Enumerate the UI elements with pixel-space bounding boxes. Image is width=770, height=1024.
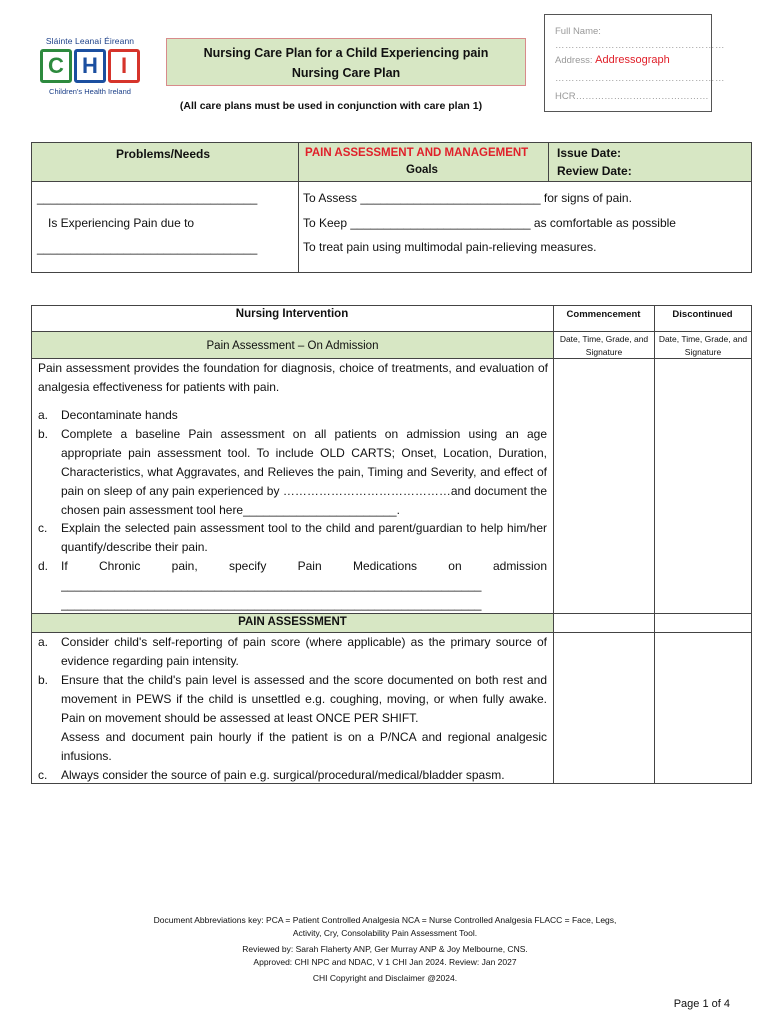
item1-b-marker: b.	[38, 427, 49, 441]
commencement-header: Commencement	[566, 309, 641, 320]
address-value: Addressograph	[595, 54, 670, 66]
logo-english-name: Children's Health Ireland	[49, 87, 131, 96]
problems-goals-table	[31, 142, 752, 273]
discontinued-signature-note: Date, Time, Grade, and Signature	[658, 334, 748, 357]
intro-text: Pain assessment provides the foundation for diagnosis, choice of treatments, and evaluation of analgesia effectiveness for patients with pain.	[38, 361, 548, 394]
logo-letter-c: C	[40, 49, 72, 83]
problem-blank-1: _________________________________	[37, 191, 258, 205]
item1-d-marker: d.	[38, 559, 49, 573]
item2-c-marker: c.	[38, 768, 48, 782]
chi-logo	[40, 36, 140, 100]
item1-d-text: If Chronic pain, specify Pain Medications on admission	[61, 559, 547, 573]
problems-needs-header: Problems/Needs	[116, 147, 211, 161]
item2-b-text: Ensure that the child's pain level is assessed and the score documented on both rest and movement in PEWS if the child is unsettled e.g. coughing, moving, or when fully awake. Pain on movement should be assessed at least ONCE PER SHIFT.	[61, 673, 547, 725]
item2-c-text: Always consider the source of pain e.g. surgical/procedural/medical/bladder spasm.	[61, 768, 505, 782]
commencement-signature-note: Date, Time, Grade, and Signature	[559, 334, 649, 357]
item2-a-marker: a.	[38, 635, 49, 649]
goal-assess: To Assess ___________________________ for signs of pain.	[303, 191, 632, 205]
item2-b-marker: b.	[38, 673, 49, 687]
addressograph-box	[544, 14, 725, 112]
item1-a-marker: a.	[38, 408, 49, 422]
document-footer	[150, 914, 620, 985]
logo-irish-name: Sláinte Leanaí Éireann	[45, 36, 135, 46]
approved-by: Approved: CHI NPC and NDAC, V 1 CHI Jan 2024. Review: Jan 2027	[253, 957, 517, 967]
title-line-1: Nursing Care Plan for a Child Experiencing pain	[203, 46, 489, 60]
section1-title: Pain Assessment – On Admission	[206, 340, 379, 352]
issue-date-label: Issue Date:	[557, 146, 622, 160]
item1-c-marker: c.	[38, 521, 48, 535]
address-dots: ……………………………………………	[555, 73, 725, 84]
nursing-intervention-header: Nursing Intervention	[235, 308, 349, 320]
reviewed-by: Reviewed by: Sarah Flaherty ANP, Ger Murray ANP & Joy Melbourne, CNS.	[242, 944, 528, 954]
full-name-dots: ……………………………………………	[555, 40, 725, 51]
page-number: Page 1 of 4	[673, 998, 730, 1010]
full-name-label: Full Name:	[555, 26, 601, 37]
hcr-label: HCR……………………………………	[555, 91, 709, 102]
item1-a-text: Decontaminate hands	[61, 408, 178, 422]
goal-keep: To Keep ___________________________ as comfortable as possible	[303, 216, 676, 230]
logo-letter-i: I	[108, 49, 140, 83]
item2-pnca-text: Assess and document pain hourly if the patient is on a P/NCA and regional analgesic infusions.	[61, 730, 547, 763]
logo-letter-h: H	[74, 49, 106, 83]
problem-blank-2: _________________________________	[37, 241, 258, 255]
abbreviations-key: Document Abbreviations key: PCA = Patient Controlled Analgesia NCA = Nurse Controlled Analgesia FLACC = Face, Legs, Activity, Cry, Consolability Pain Assessment Tool.	[153, 915, 617, 938]
discontinued-header: Discontinued	[672, 309, 733, 320]
goal-treat: To treat pain using multimodal pain-relieving measures.	[303, 240, 597, 254]
review-date-label: Review Date:	[557, 164, 632, 178]
item1-b-text: Complete a baseline Pain assessment on all patients on admission using an age appropriate pain assessment tool. To include OLD CARTS; Onset, Location, Duration, Characteristics, what Aggravates, and Relieves the pain, Timing and Severity, and effect of pain on sleep of any pain experienced by ……………………………………and document the chosen pain assessment tool here_______________________.	[61, 427, 547, 517]
item1-c-text: Explain the selected pain assessment tool to the child and parent/guardian to help him/her quantify/describe their pain.	[61, 521, 547, 554]
medications-blank-2: _______________________________________________________________	[61, 597, 482, 611]
address-label: Address:	[555, 55, 593, 66]
subtitle-note: (All care plans must be used in conjunction with care plan 1)	[179, 100, 483, 112]
document-title	[166, 38, 526, 86]
nursing-intervention-table	[31, 305, 752, 784]
goals-header: Goals	[406, 164, 438, 176]
experiencing-pain-text: Is Experiencing Pain due to	[48, 216, 195, 230]
item2-a-text: Consider child's self-reporting of pain score (where applicable) as the primary source of evidence regarding pain intensity.	[61, 635, 547, 668]
medications-blank-1: _______________________________________________________________	[61, 578, 482, 592]
pain-management-header: PAIN ASSESSMENT AND MANAGEMENT	[305, 147, 529, 159]
title-line-2: Nursing Care Plan	[291, 66, 401, 80]
copyright: CHI Copyright and Disclaimer @2024.	[312, 973, 458, 983]
section2-title: PAIN ASSESSMENT	[238, 616, 347, 628]
